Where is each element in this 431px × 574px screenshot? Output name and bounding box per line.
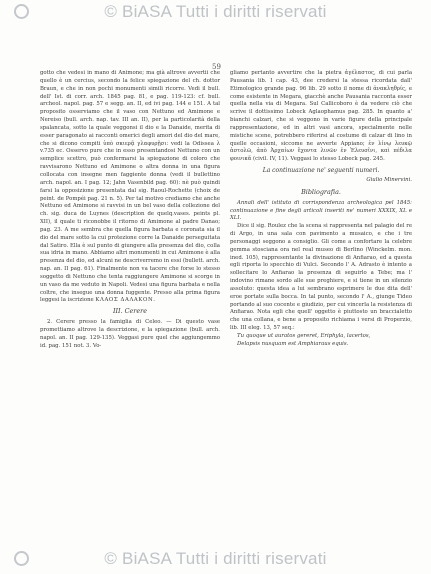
greek-inscription: ΚΛΑΟΣ ΔΑΛΑΚΟΝ. (95, 297, 156, 304)
right-paragraph-2: Dice il sig. Roulez che la scena si rappresenta nel palagio del re di Argo, in una sala con pavimento a musaico, e che i tre personaggi seggono a consiglio. Gli come a confortare la celebre gemma stosciana ora nel real museo di Berlino (Winckelm. mon. ined. 105), rappresentante la divinazione di Anfiarao, ed a questa egli riporta lo specchio di Vulci. Secondo l' A. Adrasto è intento a sollecitare lo Anfiarao la presenza di seguirlo a Tebe; ma l' indovino rimane sordo alle sue preghiere, e si tiene in un silenzio assoluto: questa idea a lui sembrano esprimere le due dita dell' eroe portate sulla bocca. In tal punto, secondo l' A., giunge Tideo portando al suo cocente e giudizio, per cui vincerla la resistenza di Anfiarao. Nota egli che quell' oggetto è piuttosto un braccialetto che una collana, e bene a proposito richiama i versi di Properzio, lib. III eleg. 13, 57 seq.: (230, 223, 412, 332)
section-title-bibliografia: Bibliografia. (301, 187, 341, 196)
bibliography-item-title: Annali dell' istituto di corrispondenza archeologica pel 1845: continuazione e fine degli articoli inseriti ne' numeri XXXIX, XL e XLI. (230, 199, 412, 222)
left-paragraph-2: 2. Cerere presso la famiglia di Celeo. — Di questo vase promettiamo altrove la descrizione, e la spiegazione (bull. arch. napol. an. II pag. 129-135). Veggasi pure quel che aggiungemmo id. pag. 151 not. 3. Vo- (40, 319, 220, 349)
left-paragraph-1-text: gotto che vedesi in mano di Animone; ma già altrove avvertii che quello è un cercius, secondo la felice spiegazione del ch. dottor Braun, e che in non pochi monumenti simili ricorre. Vedi il bull. dell' Ist. di corr. arch. 1845 pag. 81, e pag. 119-123: cf. bull. archeol. napol. pag. 57 e segg. an. II, ed ivi pag. 144 e 151. A tal proposito osserviamo che il vaso con Nettuno ed Amimone e Nereiso (bull. arch. nap. tav. III an. II), per la particolarità della spalancata, sotto la quale veggonsi il dio e la Danaide, merita di esser paragonato ai racconti omerici degli amori del dio del mare, che si dicono compiti ὑπὸ σκιερᾷ γλαφυρῇσι: vedi la Odissea λ v.735 ec. Osservo pure che in esso presentandosi Nettuno con un semplice scettro, può confermarsi la spiegazione di coloro che ravvisarono Nettuno ed Amimone o altra donna in una figura collocata con insegne men faggiente donna (vedi il bullettino arch. napol. an. I pag. 12; Jahn Vasenbild pag. 60): nè può quindi farsi la opposizione presentata dal sig. Raoul-Rochette (choix de peint. de Pompéi pag. 21 n. 5). Per tal motivo crediamo che anche Nettuno ed Amimone si ravvisi in un bel vaso della collezione del ch. sig. duca de Luynes (description de quelq.vases. peints pl. XII), il quale ti riconobbe il ritorno di Amimone al padre Danao; pag. 23. A me sembra che quella figura barbata e coronata sia il dio del mare sotto la cui protezione corre la Danaide perseguitata dal Satiro. Ella è sul punto di giungere alla presenza del dio, colla sua idria in mano. Abbiamo altri monumenti in cui Amimone è alla presenza del dio, ed alcuni ne descriverremo in essi (bullett. arch. nap. an. II pag. 61). Finalmente non va tacere che forse lo stesso soggetto di Nettuno che tenta raggiungere Amimone si scorge in un vaso da me veduto in Napoli. Vedesi una figura barbata e nella coltre, che insegue una donna fuggente. Presso alla prima figura leggesi la iscrizione (40, 70, 220, 304)
continuation-note: La continuazione ne' seguenti numeri. (262, 167, 380, 175)
right-column (230, 70, 412, 349)
verse-line-1: Tu quoque ut auratos gereret, Eriphyla, lacertos, (237, 333, 371, 339)
left-column (40, 70, 220, 351)
section-title-cerere: III. Cerere (113, 307, 147, 316)
watermark-bottom: © BiASA Tutti i diritti riservati (104, 549, 327, 568)
watermark-top: © BiASA Tutti i diritti riservati (104, 2, 327, 21)
page-number: 59 (212, 63, 221, 71)
verse-line-2: Delapsis nusquam est Amphiaraus equis. (237, 340, 349, 347)
author-signature: Giulio Minervini. (366, 176, 412, 183)
left-paragraph-1 (40, 70, 220, 305)
right-paragraph-1: gliamo pertanto avvertire che la pietra ἀγέλαστος, di cui parla Pausania lib. I cap. 43, dee credersi la stessa ricordata dall' Etimologico grande pag. 96 lib. 29 sotto il nome di ἀνακληθρίς, e come esistente in Megara, giacchè anche Pausania racconta esser quella nella via di Megara. Sul Callicoboro è da vedere ciò che scrive il dottissimo Lobeck Aglaophamus pag. 285. In quanto a' bianchi calzari, che si veggono in varie figure della principale rappresentazione, ed in altri vasi ancora, specialmente nelle mistiche scene, potrebbero riferirsi al costume di calzar di lino in quelle occasioni, siccome ne avverte Appiano; ἐν λίνῳ λευκῷ ἀστολῶ, ἀπὸ Ἀρχαίων ἔχοντα λινῶν ἐν Ἐλευσῖνι, καὶ πέδιλα φοινικᾶ (civil. IV, 11). Veggasi lo stesso Lobeck pag. 245. (230, 70, 412, 163)
